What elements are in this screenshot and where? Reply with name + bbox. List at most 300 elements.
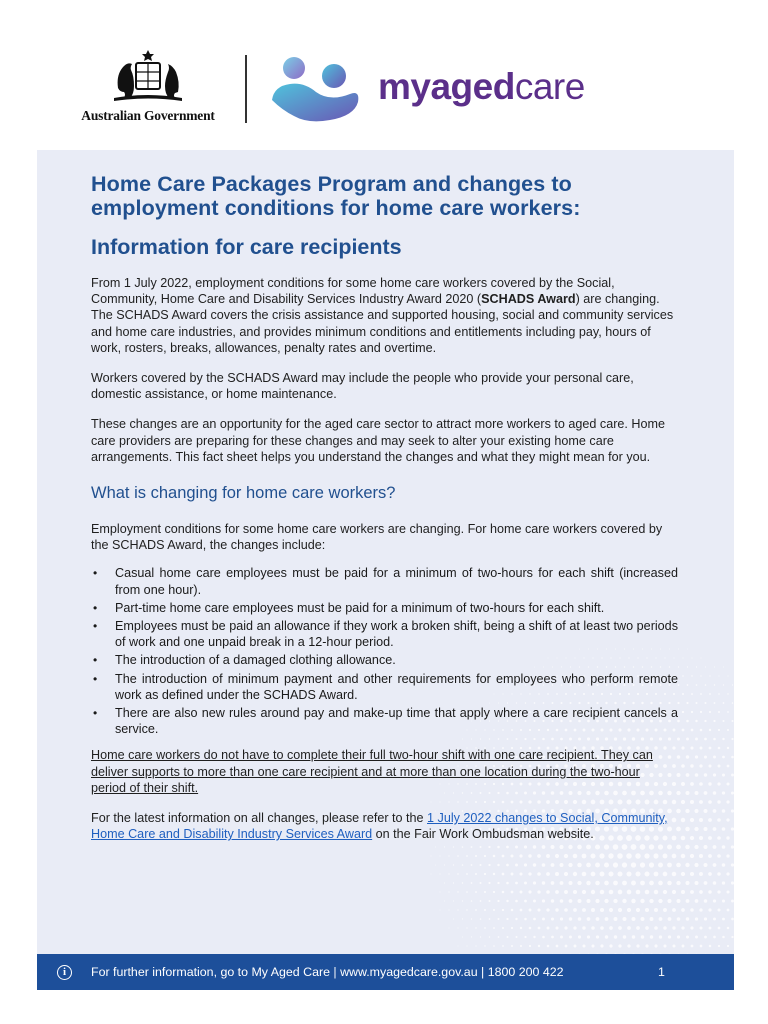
- decorative-dot: [440, 892, 441, 893]
- decorative-dot: [546, 872, 550, 876]
- decorative-dot: [700, 711, 702, 713]
- decorative-dot: [586, 881, 590, 885]
- decorative-dot: [650, 917, 654, 921]
- decorative-dot: [672, 890, 676, 894]
- decorative-dot: [560, 936, 563, 939]
- decorative-dot: [663, 890, 667, 894]
- decorative-dot: [681, 908, 685, 912]
- decorative-dot: [484, 873, 486, 875]
- decorative-dot: [622, 862, 627, 867]
- decorative-dot: [604, 899, 608, 903]
- decorative-dot: [731, 774, 734, 777]
- decorative-dot: [618, 944, 621, 947]
- decorative-dot: [682, 945, 685, 948]
- decorative-dot: [498, 936, 500, 938]
- decorative-dot: [577, 863, 582, 868]
- section-heading: What is changing for home care workers?: [91, 484, 396, 503]
- decorative-dot: [695, 773, 699, 777]
- decorative-dot: [658, 899, 662, 903]
- decorative-dot: [673, 945, 676, 948]
- decorative-dot: [591, 908, 595, 912]
- decorative-dot: [713, 863, 717, 867]
- decorative-dot: [569, 917, 572, 920]
- decorative-dot: [681, 836, 686, 841]
- decorative-dot: [645, 890, 650, 895]
- decorative-dot: [722, 936, 725, 939]
- decorative-dot: [471, 846, 473, 848]
- decorative-dot: [546, 890, 550, 894]
- decorative-dot: [444, 864, 445, 865]
- decorative-dot: [617, 853, 623, 859]
- decorative-dot: [686, 773, 690, 777]
- decorative-dot: [704, 791, 708, 795]
- decorative-dot: [511, 945, 513, 947]
- decorative-dot: [713, 827, 717, 831]
- decorative-dot: [727, 693, 728, 694]
- decorative-dot: [681, 764, 685, 768]
- decorative-dot: [551, 845, 555, 849]
- decorative-dot: [708, 782, 711, 785]
- decorative-dot: [524, 845, 527, 848]
- decorative-dot: [484, 855, 486, 857]
- decorative-dot: [690, 818, 694, 822]
- decorative-dot: [596, 935, 599, 938]
- decorative-dot: [700, 675, 701, 676]
- decorative-dot: [479, 846, 481, 848]
- decorative-dot: [537, 854, 541, 858]
- workers-paragraph: Workers covered by the SCHADS Award may include the people who provide your personal care, domestic assistance, or home maintenance.: [91, 371, 634, 402]
- decorative-dot: [574, 945, 577, 948]
- decorative-dot: [466, 909, 467, 910]
- decorative-dot: [435, 865, 436, 866]
- decorative-dot: [713, 917, 716, 920]
- decorative-dot: [542, 863, 546, 867]
- decorative-dot: [722, 791, 725, 794]
- decorative-dot: [658, 844, 663, 849]
- decorative-dot: [636, 926, 640, 930]
- decorative-dot: [687, 666, 688, 667]
- decorative-dot: [568, 881, 572, 885]
- decorative-dot: [667, 845, 672, 850]
- decorative-dot: [632, 935, 635, 938]
- decorative-dot: [560, 881, 564, 885]
- decorative-dot: [714, 684, 715, 685]
- decorative-dot: [636, 944, 639, 947]
- decorative-dot: [484, 927, 486, 929]
- decorative-dot: [546, 908, 549, 911]
- decorative-dot: [690, 854, 694, 858]
- list-item: • The introduction of minimum payment and other requirements for employees who perform remote work as defined under the SCHADS Award.: [91, 671, 678, 703]
- decorative-dot: [515, 918, 517, 920]
- decorative-dot: [453, 864, 454, 865]
- decorative-dot: [708, 836, 712, 840]
- decorative-dot: [444, 846, 445, 847]
- decorative-dot: [595, 881, 600, 886]
- decorative-dot: [731, 918, 734, 921]
- decorative-dot: [695, 791, 699, 795]
- decorative-dot: [502, 891, 505, 894]
- decorative-dot: [686, 702, 688, 704]
- decorative-dot: [690, 890, 694, 894]
- decorative-dot: [717, 854, 721, 858]
- list-item: • Part-time home care employees must be paid for a minimum of two-hours for each shift.: [91, 600, 678, 616]
- decorative-dot: [462, 864, 464, 866]
- section-intro: Employment conditions for some home care workers are changing. For home care workers covered by the SCHADS Award, the changes include:: [91, 522, 663, 553]
- decorative-dot: [690, 782, 694, 786]
- info-icon: i: [57, 965, 72, 980]
- decorative-dot: [586, 899, 590, 903]
- decorative-dot: [626, 871, 631, 876]
- decorative-dot: [587, 935, 590, 938]
- decorative-dot: [471, 936, 472, 937]
- decorative-dot: [484, 891, 486, 893]
- decorative-dot: [695, 738, 698, 741]
- decorative-dot: [564, 908, 568, 912]
- decorative-dot: [635, 853, 641, 859]
- document-title: Home Care Packages Program and changes to employment conditions for home care workers:: [91, 172, 581, 220]
- decorative-dot: [672, 926, 675, 929]
- decorative-dot: [555, 854, 559, 858]
- decorative-dot: [708, 764, 711, 767]
- decorative-dot: [726, 854, 729, 857]
- decorative-dot: [613, 899, 617, 903]
- decorative-dot: [578, 935, 581, 938]
- decorative-dot: [640, 881, 645, 886]
- decorative-dot: [668, 935, 671, 938]
- decorative-dot: [703, 827, 707, 831]
- decorative-dot: [524, 881, 527, 884]
- decorative-dot: [701, 658, 702, 659]
- decorative-dot: [542, 845, 546, 849]
- decorative-dot: [596, 917, 600, 921]
- decorative-dot: [573, 926, 576, 929]
- decorative-dot: [515, 936, 517, 938]
- decorative-dot: [708, 908, 711, 911]
- decorative-dot: [722, 863, 726, 867]
- decorative-dot: [722, 756, 725, 759]
- decorative-dot: [475, 855, 477, 857]
- decorative-dot: [709, 747, 712, 750]
- decorative-dot: [577, 845, 582, 850]
- decorative-dot: [649, 844, 654, 849]
- decorative-dot: [718, 927, 721, 930]
- decorative-dot: [685, 791, 689, 795]
- decorative-dot: [475, 909, 477, 911]
- decorative-dot: [649, 881, 654, 886]
- decorative-dot: [565, 945, 568, 948]
- decorative-dot: [704, 936, 707, 939]
- decorative-dot: [699, 836, 703, 840]
- decorative-dot: [696, 666, 697, 667]
- decorative-dot: [555, 872, 559, 876]
- decorative-dot: [685, 809, 689, 813]
- decorative-dot: [682, 711, 684, 713]
- decorative-dot: [713, 936, 716, 939]
- decorative-dot: [471, 882, 473, 884]
- decorative-dot: [709, 693, 711, 695]
- decorative-dot: [448, 891, 449, 892]
- decorative-dot: [718, 711, 720, 713]
- decorative-dot: [640, 899, 644, 903]
- decorative-dot: [709, 675, 710, 676]
- decorative-dot: [699, 782, 703, 786]
- decorative-dot: [654, 872, 659, 877]
- decorative-dot: [717, 890, 720, 893]
- decorative-dot: [699, 872, 703, 876]
- decorative-dot: [654, 926, 658, 930]
- decorative-dot: [515, 846, 518, 849]
- document-body: [91, 172, 678, 842]
- decorative-dot: [564, 854, 568, 858]
- decorative-dot: [658, 881, 663, 886]
- decorative-dot: [453, 846, 454, 847]
- decorative-dot: [506, 882, 509, 885]
- decorative-dot: [663, 872, 668, 877]
- decorative-dot: [722, 845, 726, 849]
- decorative-dot: [582, 890, 586, 894]
- decorative-dot: [493, 909, 495, 911]
- decorative-dot: [457, 927, 458, 928]
- decorative-dot: [489, 936, 491, 938]
- coat-of-arms-icon: [108, 48, 188, 106]
- decorative-dot: [717, 872, 720, 875]
- decorative-dot: [623, 917, 627, 921]
- decorative-dot: [556, 945, 559, 948]
- decorative-dot: [695, 755, 698, 758]
- decorative-dot: [502, 927, 504, 929]
- decorative-dot: [506, 900, 508, 902]
- decorative-dot: [728, 676, 729, 677]
- decorative-dot: [691, 729, 694, 732]
- decorative-dot: [573, 872, 577, 876]
- decorative-dot: [489, 918, 491, 920]
- decorative-dot: [691, 945, 694, 948]
- decorative-dot: [533, 936, 535, 938]
- decorative-dot: [614, 935, 617, 938]
- decorative-dot: [547, 945, 550, 948]
- decorative-dot: [551, 881, 555, 885]
- decorative-dot: [551, 899, 554, 902]
- decorative-dot: [678, 666, 679, 667]
- decorative-dot: [577, 881, 581, 885]
- decorative-dot: [627, 926, 631, 930]
- decorative-dot: [681, 926, 684, 929]
- decorative-dot: [444, 882, 445, 883]
- decorative-dot: [537, 908, 540, 911]
- decorative-dot: [617, 871, 622, 876]
- decorative-dot: [440, 910, 441, 911]
- decorative-dot: [636, 890, 641, 895]
- decorative-dot: [717, 782, 720, 785]
- decorative-dot: [704, 809, 708, 813]
- decorative-dot: [626, 853, 632, 859]
- decorative-dot: [613, 862, 618, 867]
- decorative-dot: [511, 909, 514, 912]
- decorative-dot: [694, 845, 698, 849]
- decorative-dot: [560, 917, 563, 920]
- decorative-dot: [727, 747, 729, 749]
- decorative-dot: [489, 900, 491, 902]
- decorative-dot: [708, 818, 712, 822]
- government-name: Australian Government: [81, 108, 215, 123]
- decorative-dot: [431, 856, 432, 857]
- decorative-dot: [529, 945, 531, 947]
- decorative-dot: [695, 936, 698, 939]
- intro-paragraph: [91, 275, 678, 356]
- decorative-dot: [537, 872, 541, 876]
- decorative-dot: [726, 800, 729, 803]
- decorative-dot: [542, 936, 545, 939]
- decorative-dot: [547, 927, 550, 930]
- decorative-dot: [649, 899, 653, 903]
- decorative-dot: [722, 809, 726, 813]
- decorative-dot: [458, 946, 459, 947]
- decorative-dot: [732, 702, 734, 704]
- decorative-dot: [709, 945, 712, 948]
- decorative-dot: [667, 899, 671, 903]
- decorative-dot: [568, 863, 572, 867]
- decorative-dot: [718, 747, 721, 750]
- decorative-dot: [691, 711, 693, 713]
- decorative-dot: [627, 890, 632, 895]
- decorative-dot: [497, 882, 499, 884]
- australian-government-logo: [72, 48, 224, 128]
- decorative-dot: [444, 901, 445, 902]
- decorative-dot: [704, 738, 707, 741]
- decorative-dot: [498, 918, 500, 920]
- decorative-dot: [672, 854, 677, 859]
- decorative-dot: [705, 666, 706, 667]
- decorative-dot: [731, 881, 734, 884]
- decorative-dot: [493, 891, 495, 893]
- decorative-dot: [727, 909, 730, 912]
- decorative-dot: [676, 863, 681, 868]
- decorative-dot: [723, 667, 724, 668]
- decorative-dot: [471, 864, 473, 866]
- decorative-dot: [686, 917, 689, 920]
- decorative-dot: [453, 900, 454, 901]
- decorative-dot: [654, 890, 658, 894]
- decorative-dot: [493, 945, 495, 947]
- decorative-dot: [645, 944, 648, 947]
- decorative-dot: [663, 926, 667, 930]
- decorative-dot: [681, 854, 685, 858]
- decorative-dot: [519, 854, 522, 857]
- decorative-dot: [703, 845, 707, 849]
- decorative-dot: [681, 890, 685, 894]
- decorative-dot: [718, 729, 720, 731]
- decorative-dot: [718, 675, 719, 676]
- decorative-dot: [515, 900, 518, 903]
- decorative-dot: [640, 862, 645, 867]
- decorative-dot: [524, 936, 526, 938]
- closing-text-start: For the latest information on all changes, please refer to the: [91, 811, 428, 826]
- decorative-dot: [488, 882, 490, 884]
- decorative-dot: [457, 873, 459, 875]
- decorative-dot: [528, 872, 531, 875]
- decorative-dot: [542, 918, 545, 921]
- decorative-dot: [546, 854, 550, 858]
- decorative-dot: [713, 899, 716, 902]
- decorative-dot: [695, 899, 699, 903]
- decorative-dot: [704, 917, 707, 920]
- decorative-dot: [453, 882, 454, 883]
- decorative-dot: [559, 863, 563, 867]
- decorative-dot: [722, 881, 725, 884]
- decorative-dot: [600, 908, 604, 912]
- decorative-dot: [590, 853, 595, 858]
- decorative-dot: [591, 944, 594, 947]
- decorative-dot: [457, 891, 458, 892]
- decorative-dot: [717, 836, 721, 840]
- decorative-dot: [667, 881, 672, 886]
- decorative-dot: [542, 881, 545, 884]
- decorative-dot: [475, 891, 477, 893]
- decorative-dot: [691, 675, 692, 676]
- decorative-dot: [511, 855, 514, 858]
- decorative-dot: [609, 908, 613, 912]
- decorative-dot: [672, 872, 677, 877]
- decorative-dot: [686, 755, 689, 758]
- decorative-dot: [681, 872, 685, 876]
- decorative-dot: [533, 918, 536, 921]
- decorative-dot: [600, 890, 605, 895]
- decorative-dot: [480, 900, 482, 902]
- decorative-dot: [731, 900, 734, 903]
- decorative-dot: [718, 693, 720, 695]
- decorative-dot: [700, 693, 702, 695]
- decorative-dot: [705, 702, 707, 704]
- decorative-dot: [699, 890, 703, 894]
- decorative-dot: [586, 863, 591, 868]
- decorative-dot: [631, 899, 635, 903]
- decorative-dot: [732, 720, 734, 722]
- decorative-dot: [480, 882, 482, 884]
- decorative-dot: [672, 908, 676, 912]
- wordmark-myaged: myaged: [378, 66, 515, 107]
- decorative-dot: [471, 918, 472, 919]
- decorative-dot: [493, 927, 495, 929]
- decorative-dot: [726, 818, 729, 821]
- decorative-dot: [658, 863, 663, 868]
- footer-contact-text: For further information, go to My Aged Care | www.myagedcare.gov.au | 1800 200 422: [91, 965, 564, 979]
- decorative-dot: [600, 944, 603, 947]
- decorative-dot: [520, 945, 522, 947]
- decorative-dot: [520, 891, 523, 894]
- decorative-dot: [448, 909, 449, 910]
- decorative-dot: [695, 881, 699, 885]
- decorative-dot: [713, 809, 717, 813]
- decorative-dot: [573, 908, 577, 912]
- decorative-dot: [608, 853, 613, 858]
- decorative-dot: [529, 927, 532, 930]
- decorative-dot: [690, 800, 694, 804]
- decorative-dot: [462, 918, 463, 919]
- decorative-dot: [591, 926, 595, 930]
- decorative-dot: [704, 773, 707, 776]
- decorative-dot: [479, 864, 481, 866]
- decorative-dot: [690, 764, 693, 767]
- decorative-dot: [726, 890, 729, 893]
- decorative-dot: [462, 900, 463, 901]
- decorative-dot: [685, 845, 690, 850]
- decorative-dot: [705, 684, 707, 686]
- fair-work-link[interactable]: 1 July 2022 changes to Social, Community, Home Care and Disability Industry Services Award: [91, 811, 668, 842]
- decorative-dot: [699, 800, 703, 804]
- decorative-dot: [731, 809, 734, 812]
- decorative-dot: [618, 926, 622, 930]
- decorative-dot: [682, 729, 685, 732]
